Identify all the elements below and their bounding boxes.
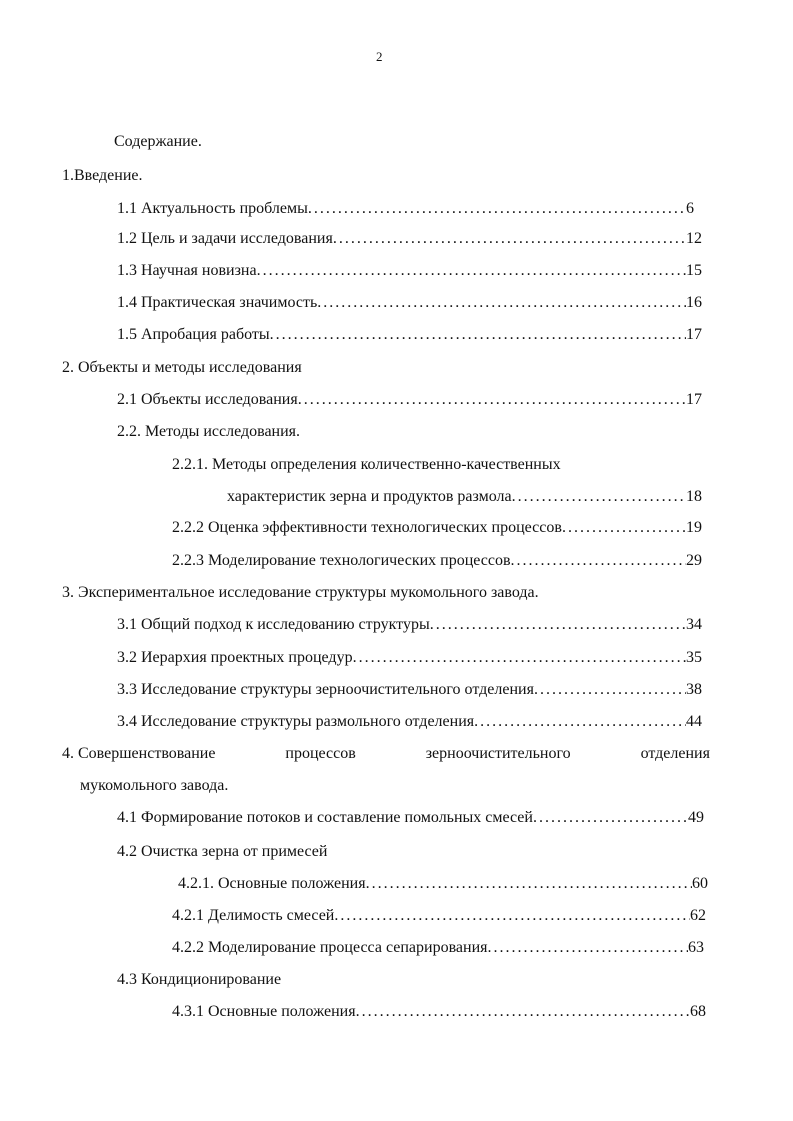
toc-section-3: 3. Экспериментальное исследование структуры мукомольного завода. <box>62 584 539 601</box>
toc-entry-page: 6 <box>686 200 694 217</box>
toc-section-1: 1.Введение. <box>62 167 143 184</box>
toc-entry-page: 16 <box>686 294 702 311</box>
toc-entry-2-1 <box>117 390 702 410</box>
toc-entry-label: 4.1 Формирование потоков и составление помольных смесей <box>117 809 533 826</box>
leader-dots <box>534 680 686 700</box>
toc-entry-1-3 <box>117 261 702 281</box>
leader-dots <box>512 487 686 507</box>
leader-dots <box>562 518 686 538</box>
toc-entry-2-2-1-line1: 2.2.1. Методы определения количественно-качественных <box>172 456 561 473</box>
leader-dots <box>353 648 686 668</box>
toc-entry-label: 4.2.1. Основные положения <box>178 875 366 892</box>
leader-dots <box>488 938 688 958</box>
toc-entry-page: 18 <box>686 488 702 505</box>
leader-dots <box>308 199 686 219</box>
leader-dots <box>270 325 686 345</box>
toc-entry-label: 4.2.1 Делимость смесей <box>172 907 335 924</box>
toc-entry-4-2-2 <box>172 938 704 958</box>
toc-entry-label: 4.3.1 Основные положения <box>172 1003 356 1020</box>
toc-entry-label: 2.1 Объекты исследования <box>117 391 298 408</box>
toc-entry-page: 17 <box>686 326 702 343</box>
toc-entry-1-4 <box>117 293 702 313</box>
leader-dots <box>430 615 686 635</box>
toc-entry-page: 44 <box>686 713 702 730</box>
toc-entry-2-2-2 <box>172 518 702 538</box>
toc-entry-page: 68 <box>690 1003 706 1020</box>
leader-dots <box>511 551 686 571</box>
toc-entry-label: 3.3 Исследование структуры зерноочистительного отделения <box>117 681 534 698</box>
toc-entry-2-2-1 <box>227 487 702 507</box>
toc-section-4-line1 <box>62 744 710 764</box>
toc-entry-4-1 <box>117 808 704 828</box>
toc-entry-4-3-1 <box>172 1002 706 1022</box>
toc-entry-page: 63 <box>688 939 704 956</box>
toc-entry-label: характеристик зерна и продуктов размола <box>227 488 512 505</box>
toc-entry-label: 2.2.2 Оценка эффективности технологических процессов <box>172 519 562 536</box>
toc-entry-page: 35 <box>686 649 702 666</box>
toc-entry-3-3 <box>117 680 702 700</box>
toc-entry-page: 15 <box>686 262 702 279</box>
toc-entry-label: 3.4 Исследование структуры размольного отделения <box>117 713 475 730</box>
toc-entry-label: 1.1 Актуальность проблемы <box>117 200 308 217</box>
toc-entry-label: 1.4 Практическая значимость <box>117 294 318 311</box>
toc-entry-label: 1.3 Научная новизна <box>117 262 257 279</box>
toc-entry-label: 2.2.3 Моделирование технологических процессов <box>172 552 511 569</box>
toc-entry-2-2-3 <box>172 551 702 571</box>
toc-entry-page: 29 <box>686 552 702 569</box>
toc-entry-label: 1.2 Цель и задачи исследования <box>117 230 333 247</box>
toc-entry-page: 34 <box>686 616 702 633</box>
toc-entry-page: 12 <box>686 230 702 247</box>
toc-entry-page: 60 <box>692 875 708 892</box>
toc-entry-3-1 <box>117 615 702 635</box>
page-number: 2 <box>376 49 383 64</box>
toc-section-4-word: зерноочистительного <box>425 745 571 762</box>
toc-entry-3-2 <box>117 648 702 668</box>
toc-entry-label: 1.5 Апробация работы <box>117 326 270 343</box>
leader-dots <box>474 712 686 732</box>
toc-entry-label: 3.2 Иерархия проектных процедур <box>117 649 353 666</box>
toc-entry-4-2-1 <box>178 874 708 894</box>
toc-section-2: 2. Объекты и методы исследования <box>62 359 302 376</box>
toc-entry-4-2: 4.2 Очистка зерна от примесей <box>117 843 328 860</box>
toc-entry-4-2-1b <box>172 906 706 926</box>
toc-entry-3-4 <box>117 712 702 732</box>
toc-entry-label: 4.2.2 Моделирование процесса сепарирования <box>172 939 488 956</box>
leader-dots <box>533 808 688 828</box>
toc-section-4-word: процессов <box>285 745 356 762</box>
toc-entry-label: 3.1 Общий подход к исследованию структуры <box>117 616 430 633</box>
toc-entry-page: 49 <box>688 809 704 826</box>
toc-entry-page: 17 <box>686 391 702 408</box>
toc-section-4-word: отделения <box>640 745 710 762</box>
leader-dots <box>334 906 690 926</box>
leader-dots <box>356 1002 690 1022</box>
leader-dots <box>333 229 686 249</box>
toc-section-4-line2: мукомольного завода. <box>80 777 229 794</box>
leader-dots <box>298 390 686 410</box>
toc-section-4-word: 4. Совершенствование <box>62 745 216 762</box>
toc-title: Содержание. <box>114 133 202 150</box>
toc-entry-page: 19 <box>686 519 702 536</box>
toc-entry-1-2 <box>117 229 702 249</box>
toc-entry-4-3: 4.3 Кондиционирование <box>117 971 282 988</box>
toc-entry-1-1 <box>117 199 694 219</box>
toc-entry-page: 38 <box>686 681 702 698</box>
leader-dots <box>317 293 686 313</box>
toc-entry-page: 62 <box>690 907 706 924</box>
leader-dots <box>366 874 692 894</box>
leader-dots <box>257 261 686 281</box>
toc-entry-2-2: 2.2. Методы исследования. <box>117 423 301 440</box>
toc-entry-1-5 <box>117 325 702 345</box>
